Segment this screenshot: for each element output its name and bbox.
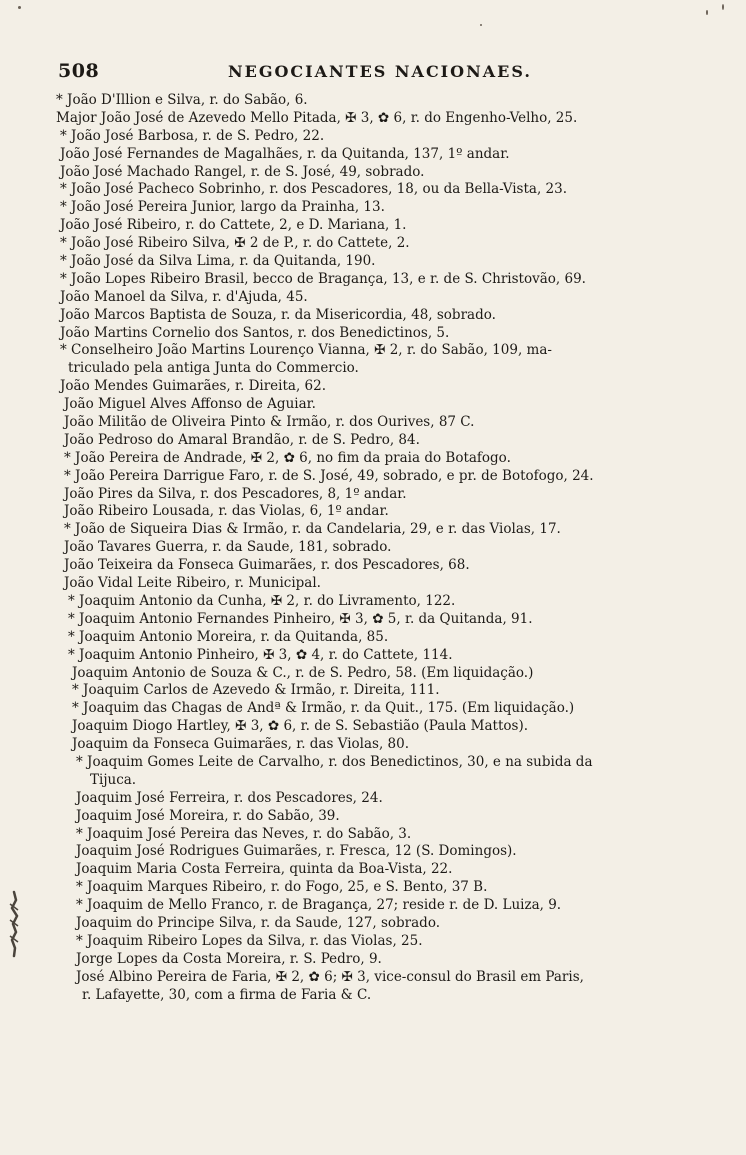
directory-entry-line: Joaquim do Principe Silva, r. da Saude, 127, sobrado. [76, 914, 440, 931]
directory-entry-line: * João José Pacheco Sobrinho, r. dos Pescadores, 18, ou da Bella-Vista, 23. [60, 181, 568, 198]
directory-entry-line: João Miguel Alves Affonso de Aguiar. [64, 396, 316, 413]
directory-entry-line: João José Ribeiro, r. do Cattete, 2, e D. Mariana, 1. [60, 217, 407, 234]
page-title: NEGOCIANTES NACIONAES. [228, 62, 532, 81]
directory-entry-line: Joaquim Antonio de Souza & C., r. de S. Pedro, 58. (Em liquidação.) [72, 664, 534, 681]
paper-speck [480, 24, 482, 26]
directory-entry-line: João Pedroso do Amaral Brandão, r. de S. Pedro, 84. [64, 431, 420, 448]
directory-entry-line: Tijuca. [90, 771, 137, 788]
directory-entry-line: Joaquim José Moreira, r. do Sabão, 39. [76, 807, 340, 824]
directory-entry-line: João Militão de Oliveira Pinto & Irmão, r. dos Ourives, 87 C. [64, 414, 475, 431]
directory-entry-line: João Tavares Guerra, r. da Saude, 181, sobrado. [64, 539, 392, 556]
directory-entry-line: * Joaquim das Chagas de Andª & Irmão, r. da Quit., 175. (Em liquidação.) [72, 700, 575, 717]
directory-entry-line: João Pires da Silva, r. dos Pescadores, 8, 1º andar. [64, 485, 407, 502]
directory-entry-line: João Marcos Baptista de Souza, r. da Misericordia, 48, sobrado. [60, 306, 496, 323]
directory-entry-line: João Vidal Leite Ribeiro, r. Municipal. [64, 575, 321, 592]
directory-entry-line: João Martins Cornelio dos Santos, r. dos Benedictinos, 5. [60, 324, 450, 341]
directory-entry-line: * Joaquim de Mello Franco, r. de Bragança, 27; reside r. de D. Luiza, 9. [76, 897, 562, 914]
directory-entry-line: * Joaquim Antonio Fernandes Pinheiro, ✠ 3, ✿ 5, r. da Quitanda, 91. [68, 610, 533, 627]
directory-entry-line: * Joaquim Gomes Leite de Carvalho, r. dos Benedictinos, 30, e na subida da [76, 753, 593, 770]
directory-entry-line: * Joaquim Carlos de Azevedo & Irmão, r. Direita, 111. [72, 682, 440, 699]
directory-entry-line: * Conselheiro João Martins Lourenço Vianna, ✠ 2, r. do Sabão, 109, ma- [60, 342, 552, 359]
directory-entry-line: * Joaquim José Pereira das Neves, r. do Sabão, 3. [76, 825, 412, 842]
directory-entry-line: triculado pela antiga Junta do Commercio. [68, 360, 359, 377]
merchant-entries-list [56, 92, 696, 1004]
page-header [58, 60, 688, 84]
directory-entry-line: João Ribeiro Lousada, r. das Violas, 6, 1º andar. [64, 503, 389, 520]
directory-entry-line: * João José Barbosa, r. de S. Pedro, 22. [60, 127, 325, 144]
directory-entry-line: * João Pereira de Andrade, ✠ 2, ✿ 6, no fim da praia do Botafogo. [64, 449, 511, 466]
directory-entry-line: João José Machado Rangel, r. de S. José, 49, sobrado. [60, 163, 425, 180]
directory-entry-line: João Teixeira da Fonseca Guimarães, r. dos Pescadores, 68. [64, 557, 470, 574]
directory-entry-line: * Joaquim Antonio da Cunha, ✠ 2, r. do Livramento, 122. [68, 592, 456, 609]
directory-entry-line: Major João José de Azevedo Mello Pitada, ✠ 3, ✿ 6, r. do Engenho-Velho, 25. [56, 109, 578, 126]
directory-entry-line: Joaquim Maria Costa Ferreira, quinta da Boa-Vista, 22. [76, 861, 453, 878]
directory-entry-line: João Mendes Guimarães, r. Direita, 62. [60, 378, 326, 395]
paper-speck [706, 10, 708, 15]
paper-speck [18, 6, 21, 9]
directory-entry-line: Joaquim José Rodrigues Guimarães, r. Fresca, 12 (S. Domingos). [76, 843, 517, 860]
directory-entry-line: * João de Siqueira Dias & Irmão, r. da Candelaria, 29, e r. das Violas, 17. [64, 521, 561, 538]
directory-entry-line: Joaquim Diogo Hartley, ✠ 3, ✿ 6, r. de S. Sebastião (Paula Mattos). [72, 718, 529, 735]
directory-entry-line: Joaquim José Ferreira, r. dos Pescadores, 24. [76, 789, 383, 806]
directory-entry-line: * Joaquim Antonio Moreira, r. da Quitanda, 85. [68, 628, 389, 645]
margin-ink-mark [4, 890, 24, 960]
directory-entry-line: * João José da Silva Lima, r. da Quitanda, 190. [60, 253, 376, 270]
directory-entry-line: * Joaquim Antonio Pinheiro, ✠ 3, ✿ 4, r. do Cattete, 114. [68, 646, 453, 663]
directory-entry-line: Joaquim da Fonseca Guimarães, r. das Violas, 80. [72, 736, 409, 753]
paper-speck [722, 4, 724, 10]
directory-entry-line: João José Fernandes de Magalhães, r. da Quitanda, 137, 1º andar. [60, 145, 510, 162]
directory-entry-line: José Albino Pereira de Faria, ✠ 2, ✿ 6; ✠ 3, vice-consul do Brasil em Paris, [76, 968, 584, 985]
directory-entry-line: * João José Ribeiro Silva, ✠ 2 de P., r. do Cattete, 2. [60, 235, 410, 252]
directory-entry-line: * João D'Illion e Silva, r. do Sabão, 6. [56, 92, 308, 108]
directory-entry-line: Jorge Lopes da Costa Moreira, r. S. Pedro, 9. [76, 950, 382, 967]
directory-entry-line: João Manoel da Silva, r. d'Ajuda, 45. [60, 288, 308, 305]
directory-entry-line: * Joaquim Marques Ribeiro, r. do Fogo, 25, e S. Bento, 37 B. [76, 879, 488, 896]
directory-entry-line: * João Lopes Ribeiro Brasil, becco de Bragança, 13, e r. de S. Christovão, 69. [60, 270, 586, 287]
directory-entry-line: * João José Pereira Junior, largo da Prainha, 13. [60, 199, 385, 216]
directory-entry-line: * Joaquim Ribeiro Lopes da Silva, r. das Violas, 25. [76, 932, 423, 949]
directory-entry-line: r. Lafayette, 30, com a firma de Faria & C. [82, 986, 372, 1003]
directory-entry-line: * João Pereira Darrigue Faro, r. de S. José, 49, sobrado, e pr. de Botofogo, 24. [64, 467, 594, 484]
page-number: 508 [58, 60, 100, 82]
